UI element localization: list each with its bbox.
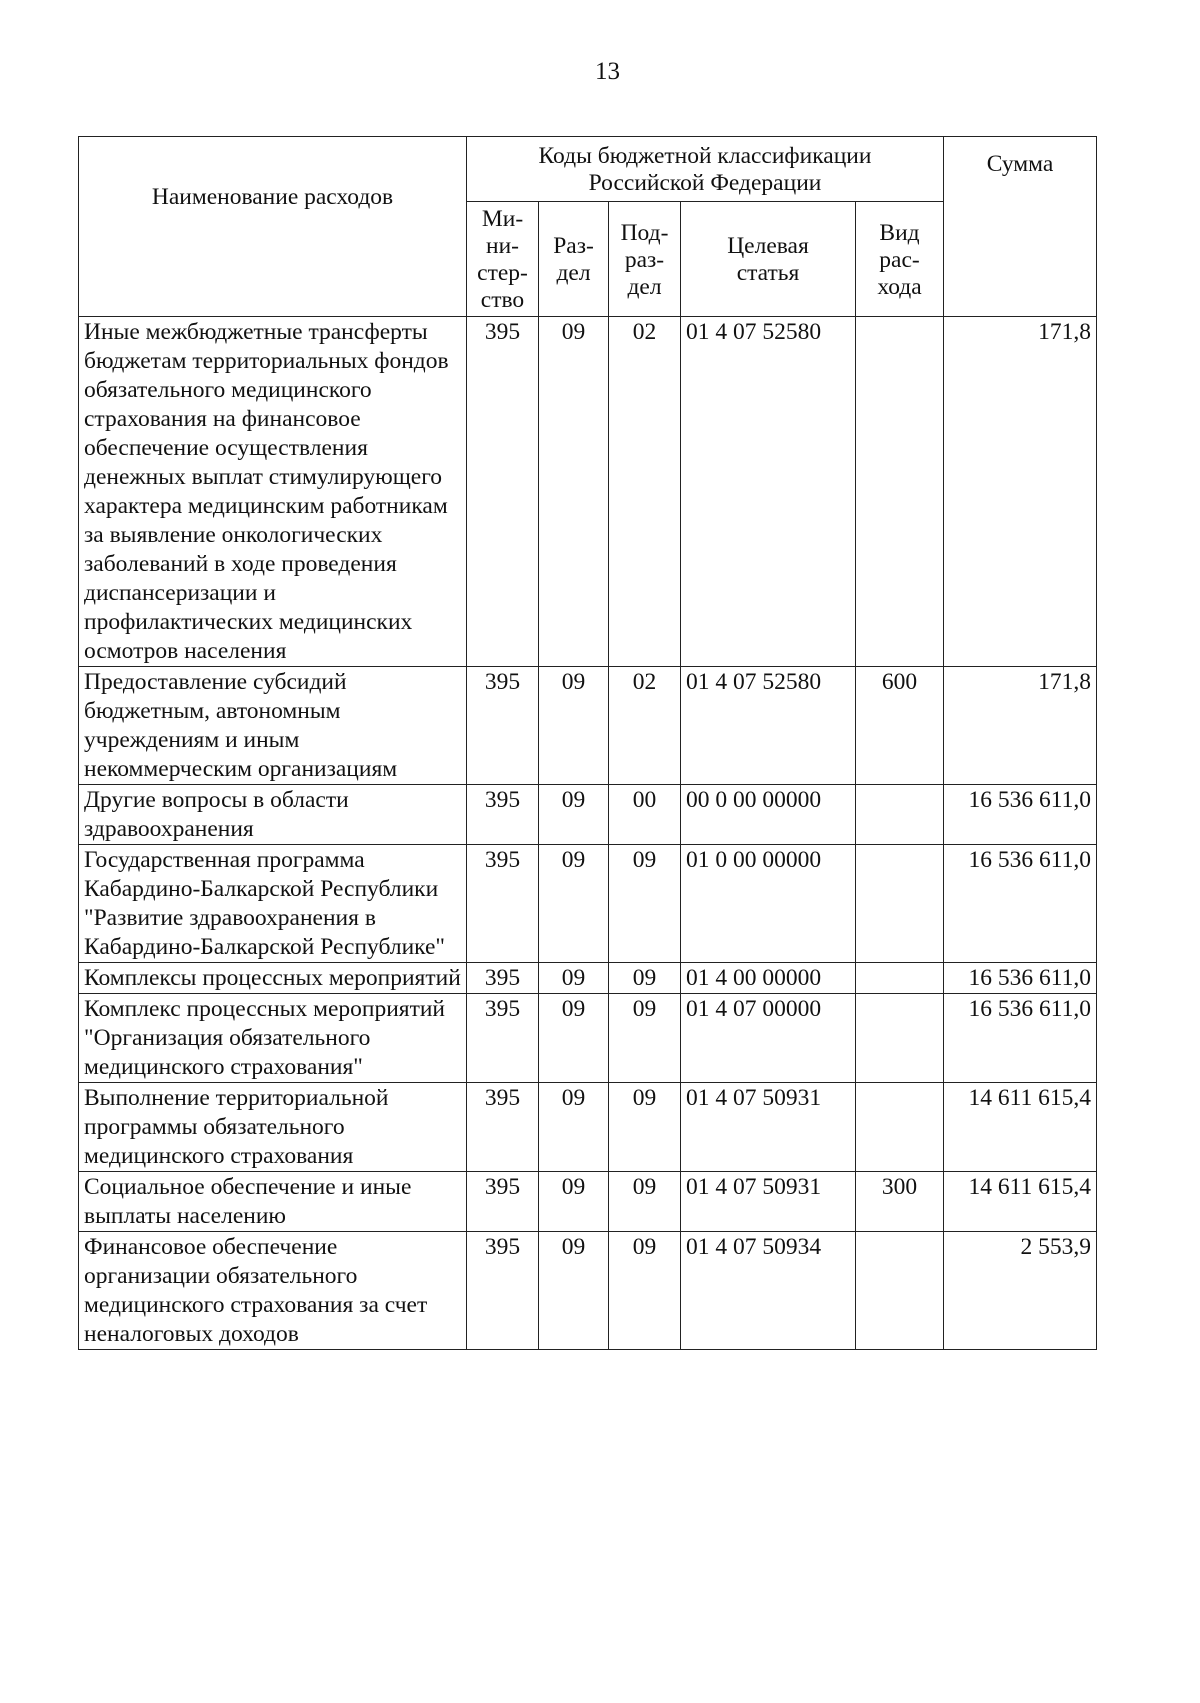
- row-ministry-code: 395: [467, 994, 539, 1083]
- row-section-code: 09: [539, 1172, 609, 1232]
- row-expense-name: Комплексы процессных мероприятий: [79, 963, 467, 994]
- header-expense-name: Наименование расходов: [79, 137, 467, 317]
- row-target-item-code: 01 4 07 52580: [681, 667, 856, 785]
- row-section-code: 09: [539, 994, 609, 1083]
- header-ministry: Ми- ни- стер- ство: [467, 202, 539, 317]
- row-target-item-code: 01 0 00 00000: [681, 845, 856, 963]
- row-amount: 171,8: [944, 317, 1097, 667]
- row-expense-name: Государственная программа Кабардино-Балкарской Республики "Развитие здравоохранения в Кабардино-Балкарской Республике": [79, 845, 467, 963]
- row-expense-type-code: [856, 1083, 944, 1172]
- row-amount: 14 611 615,4: [944, 1083, 1097, 1172]
- row-expense-type-code: 300: [856, 1172, 944, 1232]
- row-expense-name: Другие вопросы в области здравоохранения: [79, 785, 467, 845]
- row-expense-type-code: [856, 785, 944, 845]
- row-ministry-code: 395: [467, 1232, 539, 1350]
- row-expense-type-code: [856, 1232, 944, 1350]
- budget-expenditure-table: [78, 136, 1097, 1350]
- row-amount: 16 536 611,0: [944, 963, 1097, 994]
- row-expense-name: Социальное обеспечение и иные выплаты населению: [79, 1172, 467, 1232]
- header-expense-type: Вид рас- хода: [856, 202, 944, 317]
- row-subsection-code: 00: [609, 785, 681, 845]
- row-section-code: 09: [539, 667, 609, 785]
- row-section-code: 09: [539, 1232, 609, 1350]
- row-target-item-code: 00 0 00 00000: [681, 785, 856, 845]
- row-section-code: 09: [539, 317, 609, 667]
- table-row: [79, 1172, 1097, 1232]
- table-body: [79, 317, 1097, 1350]
- row-amount: 16 536 611,0: [944, 845, 1097, 963]
- row-expense-name: Выполнение территориальной программы обязательного медицинского страхования: [79, 1083, 467, 1172]
- table-row: [79, 785, 1097, 845]
- header-target-item: Целевая статья: [681, 202, 856, 317]
- row-section-code: 09: [539, 963, 609, 994]
- header-sum: Сумма: [944, 137, 1097, 317]
- table-row: [79, 994, 1097, 1083]
- row-amount: 14 611 615,4: [944, 1172, 1097, 1232]
- row-ministry-code: 395: [467, 1083, 539, 1172]
- row-expense-name: Иные межбюджетные трансферты бюджетам территориальных фондов обязательного медицинского страхования на финансовое обеспечение осуществления денежных выплат стимулирующего характера медицинским работникам за выявление онкологических заболеваний в ходе проведения диспансеризации и профилактических медицинских осмотров населения: [79, 317, 467, 667]
- row-subsection-code: 02: [609, 317, 681, 667]
- row-section-code: 09: [539, 845, 609, 963]
- table-row: [79, 845, 1097, 963]
- header-subsection: Под- раз- дел: [609, 202, 681, 317]
- table-row: [79, 963, 1097, 994]
- row-subsection-code: 09: [609, 1083, 681, 1172]
- header-section: Раз- дел: [539, 202, 609, 317]
- row-section-code: 09: [539, 785, 609, 845]
- row-ministry-code: 395: [467, 317, 539, 667]
- row-ministry-code: 395: [467, 845, 539, 963]
- row-subsection-code: 09: [609, 994, 681, 1083]
- row-amount: 16 536 611,0: [944, 994, 1097, 1083]
- row-subsection-code: 09: [609, 1232, 681, 1350]
- row-target-item-code: 01 4 07 50931: [681, 1172, 856, 1232]
- row-amount: 171,8: [944, 667, 1097, 785]
- row-expense-type-code: [856, 963, 944, 994]
- row-expense-name: Комплекс процессных мероприятий "Организация обязательного медицинского страхования": [79, 994, 467, 1083]
- row-expense-name: Финансовое обеспечение организации обязательного медицинского страхования за счет неналоговых доходов: [79, 1232, 467, 1350]
- row-subsection-code: 09: [609, 845, 681, 963]
- row-target-item-code: 01 4 07 52580: [681, 317, 856, 667]
- row-subsection-code: 02: [609, 667, 681, 785]
- row-ministry-code: 395: [467, 785, 539, 845]
- row-subsection-code: 09: [609, 1172, 681, 1232]
- row-target-item-code: 01 4 07 50931: [681, 1083, 856, 1172]
- table-row: [79, 1232, 1097, 1350]
- row-target-item-code: 01 4 07 50934: [681, 1232, 856, 1350]
- table-row: [79, 667, 1097, 785]
- header-budget-codes: Коды бюджетной классификации Российской Федерации: [467, 137, 944, 202]
- row-target-item-code: 01 4 07 00000: [681, 994, 856, 1083]
- row-expense-type-code: [856, 994, 944, 1083]
- table-row: [79, 1083, 1097, 1172]
- row-expense-type-code: [856, 317, 944, 667]
- row-amount: 16 536 611,0: [944, 785, 1097, 845]
- row-ministry-code: 395: [467, 963, 539, 994]
- row-section-code: 09: [539, 1083, 609, 1172]
- row-subsection-code: 09: [609, 963, 681, 994]
- row-amount: 2 553,9: [944, 1232, 1097, 1350]
- row-expense-type-code: [856, 845, 944, 963]
- row-target-item-code: 01 4 00 00000: [681, 963, 856, 994]
- row-ministry-code: 395: [467, 1172, 539, 1232]
- row-ministry-code: 395: [467, 667, 539, 785]
- row-expense-name: Предоставление субсидий бюджетным, автономным учреждениям и иным некоммерческим организациям: [79, 667, 467, 785]
- page-number: 13: [595, 58, 620, 85]
- row-expense-type-code: 600: [856, 667, 944, 785]
- table-row: [79, 317, 1097, 667]
